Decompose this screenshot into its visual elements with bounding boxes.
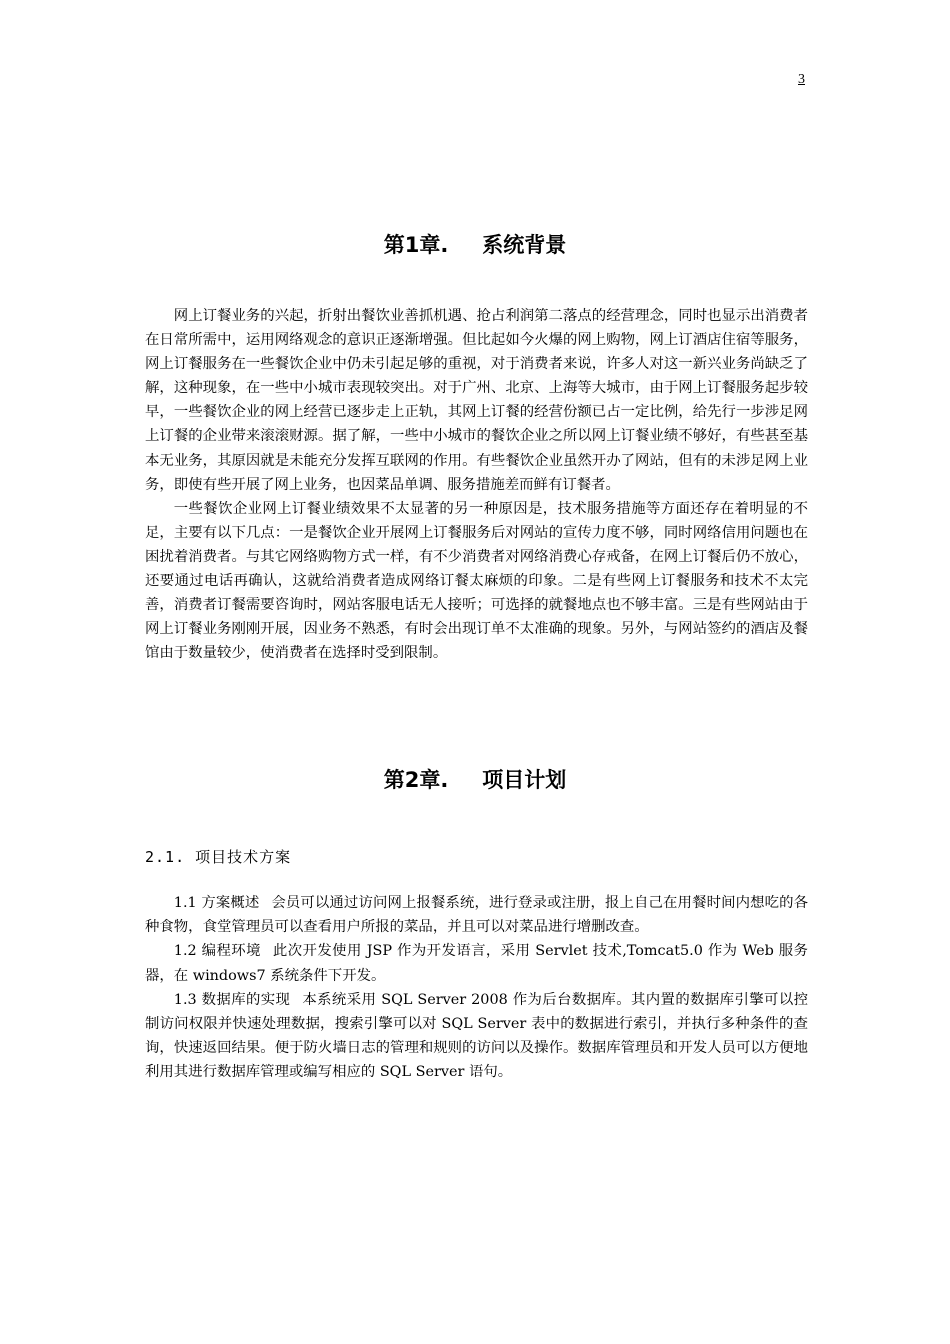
chapter-1-name: 系统背景: [482, 233, 567, 257]
chapter-2-number: 第2章.: [383, 768, 449, 792]
chapter-1-paragraph-2: 一些餐饮企业网上订餐业绩效果不太显著的另一种原因是，技术服务措施等方面还存在着明显的不足，主要有以下几点：一是餐饮企业开展网上订餐服务后对网站的宣传力度不够，同时网络信用问题也在困扰着消费者。与其它网络购物方式一样，有不少消费者对网络消费心存戒备，在网上订餐后仍不放心，还要通过电话再确认，这就给消费者造成网络订餐太麻烦的印象。二是有些网上订餐服务和技术不太完善，消费者订餐需要咨询时，网站客服电话无人接听；可选择的就餐地点也不够丰富。三是有些网站由于网上订餐业务刚刚开展，因业务不熟悉，有时会出现订单不太准确的现象。另外，与网站签约的酒店及餐馆由于数量较少，使消费者在选择时受到限制。: [145, 500, 808, 662]
item-1-2: [145, 939, 808, 987]
item-1-2-label: 1.2 编程环境: [173, 943, 261, 960]
item-1-1-label: 1.1 方案概述: [173, 895, 260, 911]
chapter-2-body: [145, 891, 808, 1085]
chapter-2-name: 项目计划: [482, 768, 567, 792]
item-1-2-text: 此次开发使用 JSP 作为开发语言，采用 Servlet 技术,Tomcat5.0 作为 Web 服务器，在 windows7 系统条件下开发。: [145, 943, 808, 984]
chapter-1-paragraph-1: 网上订餐业务的兴起，折射出餐饮业善抓机遇、抢占利润第二落点的经营理念，同时也显示出消费者在日常所需中，运用网络观念的意识正逐渐增强。但比起如今火爆的网上购物，网上订酒店住宿等服务，网上订餐服务在一些餐饮企业中仍未引起足够的重视，对于消费者来说，许多人对这一新兴业务尚缺乏了解，这种现象，在一些中小城市表现较突出。对于广州、北京、上海等大城市，由于网上订餐服务起步较早，一些餐饮企业的网上经营已逐步走上正轨，其网上订餐的经营份额已占一定比例，给先行一步涉足网上订餐的企业带来滚滚财源。据了解，一些中小城市的餐饮企业之所以网上订餐业绩不够好，有些甚至基本无业务，其原因就是未能充分发挥互联网的作用。有些餐饮企业虽然开办了网站，但有的未涉足网上业务，即使有些开展了网上业务，也因菜品单调、服务措施差而鲜有订餐者。: [145, 308, 808, 493]
chapter-2-title: [0, 764, 950, 794]
item-1-1-text: 会员可以通过访问网上报餐系统，进行登录或注册，报上自己在用餐时间内想吃的各种食物，食堂管理员可以查看用户所报的菜品，并且可以对菜品进行增删改查。: [145, 895, 808, 936]
item-1-1: [145, 891, 808, 939]
section-heading-2-1: 2.1. 项目技术方案: [145, 848, 292, 866]
page-number: 3: [798, 72, 805, 87]
chapter-1-title: [0, 229, 950, 259]
item-1-3-text: 本系统采用 SQL Server 2008 作为后台数据库。其内置的数据库引擎可以控制访问权限并快速处理数据，搜索引擎可以对 SQL Server 表中的数据进行索引，并执行多种条件的查询，快速返回结果。便于防火墙日志的管理和规则的访问以及操作。数据库管理员和开发人员可以方便地利用其进行数据库管理或编写相应的 SQL Server 语句。: [145, 991, 808, 1081]
item-1-3: [145, 988, 808, 1085]
chapter-1-body: [145, 304, 808, 665]
chapter-1-number: 第1章.: [383, 233, 449, 257]
item-1-3-label: 1.3 数据库的实现: [173, 991, 291, 1008]
